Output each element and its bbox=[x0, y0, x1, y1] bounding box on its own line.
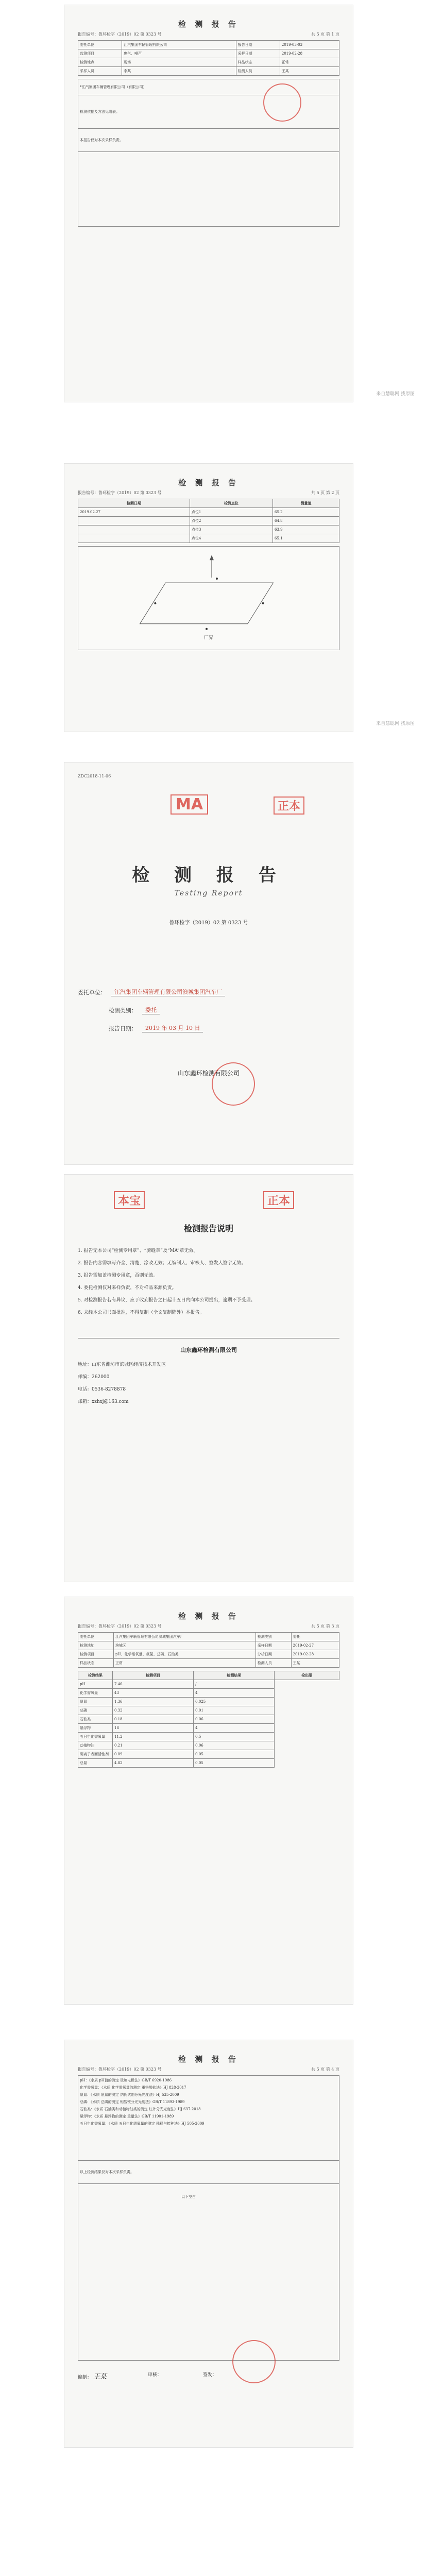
table-row bbox=[78, 508, 339, 517]
method-line: 总磷：《水质 总磷的测定 钼酸铵分光光度法》GB/T 11893-1989 bbox=[80, 2100, 185, 2104]
blank-end-cell: 以下空白 bbox=[78, 2184, 339, 2361]
notes-title: 检测报告说明 bbox=[183, 1224, 233, 1233]
methods-table bbox=[78, 2075, 339, 2361]
table-cell: 2019-02-28 bbox=[291, 1650, 339, 1659]
table-cell: 2019-03-03 bbox=[280, 41, 339, 49]
table-row bbox=[78, 67, 339, 76]
method-line: 悬浮物：《水质 悬浮物的测定 重量法》GB/T 11901-1989 bbox=[80, 2114, 174, 2119]
page-meta bbox=[78, 490, 339, 496]
table-cell: 检测类别 bbox=[255, 1633, 291, 1641]
contact-label: 地址： bbox=[78, 1362, 92, 1367]
table-row bbox=[78, 1659, 339, 1668]
method-line: 氨氮：《水质 氨氮的测定 纳氏试剂分光光度法》HJ 535-2009 bbox=[80, 2093, 179, 2097]
table-cell: 阴离子表面活性剂 bbox=[78, 1750, 113, 1759]
watermark: 来自慧聪网 找原图 bbox=[376, 392, 415, 397]
cover-report-number: 鲁环检字（2019）02 第 0323 号 bbox=[169, 920, 248, 926]
table-row bbox=[78, 1680, 339, 1689]
table-cell bbox=[78, 517, 190, 526]
notes-page bbox=[64, 1175, 353, 1582]
report-page-2 bbox=[64, 464, 415, 732]
contact-row bbox=[78, 1385, 339, 1394]
blank-cell bbox=[78, 152, 339, 227]
table-header-cell: 测量值 bbox=[273, 499, 339, 508]
table-cell: 0.18 bbox=[113, 1715, 194, 1724]
table-cell: 分析日期 bbox=[255, 1650, 291, 1659]
page-header: 检 测 报 告 bbox=[178, 1612, 239, 1621]
table-cell: 报告日期 bbox=[236, 41, 280, 49]
table-cell: 检测人员 bbox=[236, 67, 280, 76]
table-cell: 采样日期 bbox=[255, 1641, 291, 1650]
cover-subtitle: Testing Report bbox=[174, 889, 243, 897]
page-count: 共 5 页 第 1 页 bbox=[311, 32, 339, 37]
table-row bbox=[78, 41, 339, 49]
table-row bbox=[78, 1706, 339, 1715]
type-label: 检测类别： bbox=[109, 1007, 137, 1014]
table-row bbox=[78, 1733, 339, 1741]
table-cell: 0.06 bbox=[194, 1715, 275, 1724]
table-cell: 样品状态 bbox=[236, 58, 280, 67]
methods-cell bbox=[78, 2076, 339, 2161]
page-header: 检 测 报 告 bbox=[178, 478, 239, 487]
noise-table bbox=[78, 499, 339, 543]
site-diagram-svg bbox=[78, 547, 339, 650]
table-cell: 委托单位 bbox=[78, 1633, 114, 1641]
table-cell: 0.01 bbox=[194, 1706, 275, 1715]
date-label: 报告日期： bbox=[109, 1025, 137, 1032]
note-cell: *江汽集团车辆管理有限公司（有限公司） bbox=[78, 79, 339, 95]
table-cell: 11.2 bbox=[113, 1733, 194, 1741]
table-cell: 检测地址 bbox=[78, 1641, 114, 1650]
table-cell: 悬浮物 bbox=[78, 1724, 113, 1733]
copy-stamp: 本宝 bbox=[114, 1191, 145, 1209]
cover-title: 检 测 报 告 bbox=[132, 865, 285, 886]
table-cell: 样品状态 bbox=[78, 1659, 114, 1668]
page-header: 检 测 报 告 bbox=[178, 2055, 239, 2064]
table-row bbox=[78, 1689, 339, 1698]
table-row bbox=[78, 58, 339, 67]
north-arrow-head bbox=[210, 555, 214, 560]
company-seal bbox=[232, 2340, 276, 2383]
report-page-1 bbox=[64, 5, 415, 402]
table-cell: 滨城区 bbox=[113, 1641, 255, 1650]
table-row bbox=[78, 517, 339, 526]
table-cell: 1.36 bbox=[113, 1698, 194, 1706]
report-page-3 bbox=[64, 1597, 353, 2004]
table-cell: 点位3 bbox=[190, 526, 272, 534]
table-cell: 2019.02.27 bbox=[78, 508, 190, 517]
notes-list bbox=[78, 1246, 339, 1317]
point-marker bbox=[206, 628, 208, 630]
watermark: 来自慧聪网 找原图 bbox=[376, 721, 415, 726]
table-header-cell: 检测点位 bbox=[190, 499, 272, 508]
table-cell: 采样人员 bbox=[78, 67, 122, 76]
reviewer-label: 审核： bbox=[147, 2372, 162, 2378]
table-header-cell: 检测日期 bbox=[78, 499, 190, 508]
company-seal bbox=[212, 1062, 255, 1106]
ma-mark: MA bbox=[171, 794, 208, 815]
contact-row bbox=[78, 1397, 339, 1406]
table-row bbox=[78, 526, 339, 534]
client-label: 委托单位： bbox=[78, 989, 106, 996]
table-cell: 王某 bbox=[291, 1659, 339, 1668]
table-cell: 检测项目 bbox=[78, 1650, 114, 1659]
table-cell: 63.9 bbox=[273, 526, 339, 534]
table-cell: 65.2 bbox=[273, 508, 339, 517]
contact-label: 邮编： bbox=[78, 1375, 92, 1380]
table-cell: 现场 bbox=[122, 58, 236, 67]
table-cell: / bbox=[194, 1680, 275, 1689]
contact-label: 电话： bbox=[78, 1387, 92, 1392]
table-row bbox=[78, 1650, 339, 1659]
table-cell: 0.06 bbox=[194, 1741, 275, 1750]
diagram-label: 厂界 bbox=[204, 635, 213, 641]
cover-issuer: 山东鑫环检测有限公司 bbox=[177, 1070, 240, 1077]
page-meta bbox=[78, 31, 339, 37]
table-cell: 动植物油 bbox=[78, 1741, 113, 1750]
page-count: 共 5 页 第 4 页 bbox=[311, 2067, 339, 2072]
report-number: 报告编号：鲁环检字（2019）02 第 0323 号 bbox=[78, 1624, 162, 1629]
table-cell: 65.1 bbox=[273, 534, 339, 543]
table-cell: 正常 bbox=[113, 1659, 255, 1668]
cover-code: ZDC2018-11-06 bbox=[78, 774, 111, 778]
page-header: 检 测 报 告 bbox=[178, 20, 239, 29]
table-cell: pH、化学需氧量、氨氮、总磷、石油类 bbox=[113, 1650, 255, 1659]
cover-date bbox=[78, 1024, 339, 1032]
table-cell: 0.025 bbox=[194, 1698, 275, 1706]
date-value: 2019 年 03 月 10 日 bbox=[142, 1024, 203, 1032]
table-cell: 0.5 bbox=[194, 1733, 275, 1741]
point-marker bbox=[154, 602, 156, 604]
section-label: 检测结果 bbox=[78, 1671, 113, 1680]
note-item: 6. 未经本公司书面批准，不得复制（全文复制除外）本报告。 bbox=[78, 1310, 205, 1315]
page-count: 共 5 页 第 3 页 bbox=[311, 1624, 339, 1629]
info-table bbox=[78, 1632, 339, 1668]
table-cell bbox=[78, 534, 190, 543]
report-number: 报告编号：鲁环检字（2019）02 第 0323 号 bbox=[78, 32, 162, 37]
table-cell: 点位2 bbox=[190, 517, 272, 526]
info-table bbox=[78, 40, 339, 76]
table-row bbox=[78, 1741, 339, 1750]
table-cell: 委托单位 bbox=[78, 41, 122, 49]
note-item: 1. 报告无本公司“检测专用章”、“骑缝章”及“MA”章无效。 bbox=[78, 1248, 198, 1253]
remark-cell: 以上检测结果仅对本次采样负责。 bbox=[78, 2161, 339, 2184]
note-cell: 本报告仅对本次采样负责。 bbox=[78, 129, 339, 152]
table-row bbox=[78, 1633, 339, 1641]
table-cell: 0.32 bbox=[113, 1706, 194, 1715]
method-line: 五日生化需氧量：《水质 五日生化需氧量的测定 稀释与接种法》HJ 505-2009 bbox=[80, 2122, 205, 2126]
table-cell: 总氮 bbox=[78, 1759, 113, 1768]
note-cell: 检测依据及方法见附表。 bbox=[78, 95, 339, 129]
table-cell: 检测人员 bbox=[255, 1659, 291, 1668]
cover-type bbox=[78, 1006, 339, 1014]
point-marker bbox=[216, 578, 218, 580]
issuer-label: 签发： bbox=[202, 2372, 217, 2378]
contact-value: 0536-8278878 bbox=[92, 1387, 126, 1392]
table-cell: 五日生化需氧量 bbox=[78, 1733, 113, 1741]
table-cell: 4.82 bbox=[113, 1759, 194, 1768]
report-number: 报告编号：鲁环检字（2019）02 第 0323 号 bbox=[78, 490, 162, 495]
table-cell: 石油类 bbox=[78, 1715, 113, 1724]
table-cell: 江汽集团车辆管理有限公司 bbox=[122, 41, 236, 49]
contact-value: 山东省潍坊市滨城区经济技术开发区 bbox=[92, 1362, 166, 1367]
method-line: 石油类：《水质 石油类和动植物油类的测定 红外分光光度法》HJ 637-2018 bbox=[80, 2107, 201, 2111]
table-cell: 王某 bbox=[280, 67, 339, 76]
page-count: 共 5 页 第 2 页 bbox=[311, 490, 339, 495]
company-seal bbox=[263, 83, 301, 122]
table-cell: 18 bbox=[113, 1724, 194, 1733]
table-cell: 委托 bbox=[291, 1633, 339, 1641]
table-cell: 采样日期 bbox=[236, 49, 280, 58]
report-page-4 bbox=[64, 2040, 353, 2447]
table-cell: 点位1 bbox=[190, 508, 272, 517]
table-cell: pH bbox=[78, 1680, 113, 1689]
note-item: 5. 对检测报告若有异议，应于收到报告之日起十五日内向本公司提出，逾期不予受理。 bbox=[78, 1298, 255, 1303]
table-cell: 总磷 bbox=[78, 1706, 113, 1715]
note-item: 2. 报告内容需填写齐全、清楚，涂改无效；无编制人、审核人、签发人签字无效。 bbox=[78, 1261, 246, 1266]
method-line: pH：《水质 pH值的测定 玻璃电极法》GB/T 6920-1986 bbox=[80, 2078, 172, 2082]
table-cell: 江汽集团车辆管理有限公司滨城集团汽车厂 bbox=[113, 1633, 255, 1641]
contact-list bbox=[78, 1360, 339, 1406]
report-number: 报告编号：鲁环检字（2019）02 第 0323 号 bbox=[78, 2067, 162, 2072]
table-cell: 化学需氧量 bbox=[78, 1689, 113, 1698]
table-cell: 检测地点 bbox=[78, 58, 122, 67]
table-cell: 0.05 bbox=[194, 1759, 275, 1768]
table-cell: 正常 bbox=[280, 58, 339, 67]
note-item: 3. 报告需加盖检测专用章，否则无效。 bbox=[78, 1273, 158, 1278]
table-row bbox=[78, 534, 339, 543]
page-meta bbox=[78, 2066, 339, 2072]
site-diagram bbox=[78, 546, 339, 650]
cover-client bbox=[78, 988, 339, 996]
table-cell: 废气、噪声 bbox=[122, 49, 236, 58]
original-stamp: 正本 bbox=[274, 796, 304, 815]
method-line: 化学需氧量：《水质 化学需氧量的测定 重铬酸盐法》HJ 828-2017 bbox=[80, 2086, 186, 2090]
table-header-cell: 检测项目 bbox=[113, 1671, 194, 1680]
table-header-cell: 检出限 bbox=[275, 1671, 339, 1680]
table-row bbox=[78, 1641, 339, 1650]
contact-row bbox=[78, 1360, 339, 1369]
table-cell: 2019-02-28 bbox=[280, 49, 339, 58]
compiler-label: 编制： bbox=[78, 2375, 92, 2380]
point-marker bbox=[262, 602, 264, 604]
site-boundary bbox=[140, 583, 274, 624]
table-row bbox=[78, 1698, 339, 1706]
table-cell: 0.09 bbox=[113, 1750, 194, 1759]
table-row bbox=[78, 1715, 339, 1724]
table-cell: 64.8 bbox=[273, 517, 339, 526]
page-meta bbox=[78, 1623, 339, 1629]
original-stamp: 正本 bbox=[263, 1191, 294, 1209]
table-row bbox=[78, 1724, 339, 1733]
table-cell: 点位4 bbox=[190, 534, 272, 543]
table-cell: 43 bbox=[113, 1689, 194, 1698]
table-row bbox=[78, 1750, 339, 1759]
table-cell: 监测项目 bbox=[78, 49, 122, 58]
client-value: 江汽集团车辆管理有限公司滨城集团汽车厂 bbox=[111, 988, 225, 996]
table-cell bbox=[78, 526, 190, 534]
table-cell: 李某 bbox=[122, 67, 236, 76]
table-cell: 4 bbox=[194, 1689, 275, 1698]
compiler-signature: 王某 bbox=[93, 2373, 107, 2381]
signature-row bbox=[78, 2371, 339, 2381]
table-cell: 7.46 bbox=[113, 1680, 194, 1689]
contact-value: 262000 bbox=[92, 1375, 110, 1380]
table-cell: 4 bbox=[194, 1724, 275, 1733]
contact-row bbox=[78, 1372, 339, 1382]
notes-company: 山东鑫环检测有限公司 bbox=[180, 1347, 237, 1353]
results-table bbox=[78, 1671, 339, 1768]
table-cell: 0.05 bbox=[194, 1750, 275, 1759]
contact-value: xzhxj@163.com bbox=[92, 1399, 129, 1404]
table-row bbox=[78, 1759, 339, 1768]
table-cell: 氨氮 bbox=[78, 1698, 113, 1706]
table-header-cell: 检测结果 bbox=[194, 1671, 275, 1680]
type-value: 委托 bbox=[142, 1006, 160, 1014]
table-row bbox=[78, 49, 339, 58]
contact-label: 邮箱： bbox=[78, 1399, 92, 1404]
note-item: 4. 委托检测仅对来样负责，不对样品来源负责。 bbox=[78, 1285, 177, 1291]
table-cell: 0.21 bbox=[113, 1741, 194, 1750]
table-cell: 2019-02-27 bbox=[291, 1641, 339, 1650]
cover-page bbox=[64, 762, 353, 1164]
